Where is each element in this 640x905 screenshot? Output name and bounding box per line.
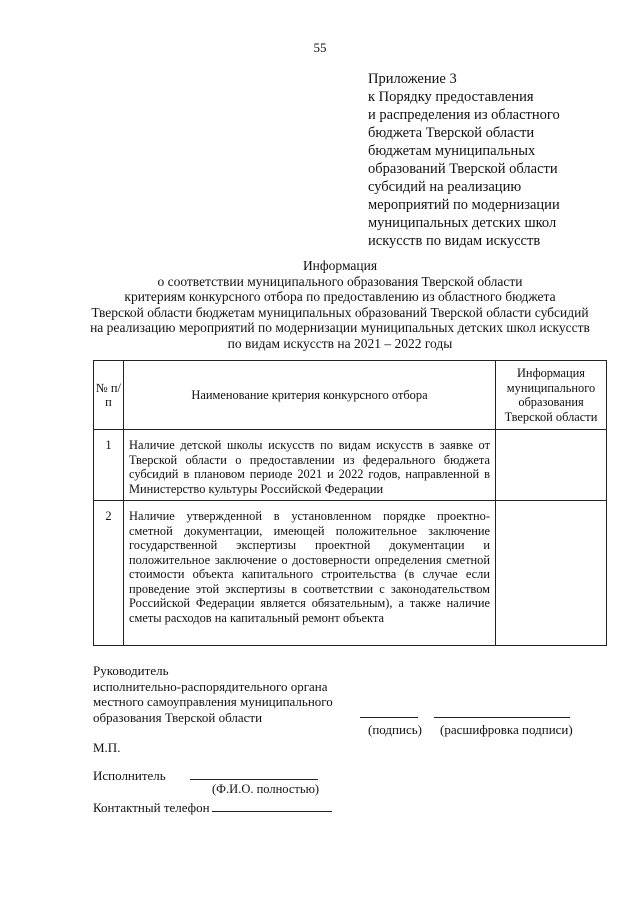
appendix-line: бюджета Тверской области: [368, 125, 535, 141]
table-row: [94, 430, 607, 501]
criterion-cell: [124, 501, 496, 646]
row-number-cell: [94, 501, 124, 646]
criterion-text: Наличие детской школы искусств по видам искусств в заявке от Тверской области о предоставлении из федерального бюджета субсидий в плановом периоде 2021 и 2022 годов, направленной в Министерство культуры Российской Федерации: [129, 438, 490, 496]
appendix-line: Приложение 3: [368, 71, 457, 87]
header-number: № п/п: [94, 361, 124, 430]
head-signature-block: [93, 663, 353, 725]
appendix-line: бюджетам муниципальных: [368, 143, 536, 159]
title-line: критериям конкурсного отбора по предоставлению из областного бюджета: [124, 289, 556, 304]
table-header-row: [94, 361, 607, 430]
head-line: Руководитель: [93, 663, 169, 678]
executor-label: Исполнитель: [93, 768, 166, 783]
executor-line: [190, 779, 318, 780]
criterion-cell: [124, 430, 496, 501]
decoding-line: [434, 717, 570, 718]
header-information: Информация муниципального образования Тверской области: [496, 361, 607, 430]
appendix-line: к Порядку предоставления: [368, 89, 534, 105]
signature-line: [360, 717, 418, 718]
information-cell[interactable]: [496, 501, 607, 646]
appendix-line: мероприятий по модернизации: [368, 197, 560, 213]
signature-caption: (подпись): [368, 722, 422, 737]
row-number: 2: [105, 509, 112, 523]
row-number: 1: [105, 438, 112, 452]
appendix-line: субсидий на реализацию: [368, 179, 522, 195]
fio-caption: (Ф.И.О. полностью): [212, 782, 320, 796]
header-criterion: Наименование критерия конкурсного отбора: [124, 361, 496, 430]
document-title: [40, 258, 640, 351]
title-line: по видам искусств на 2021 – 2022 годы: [227, 335, 453, 351]
title-line: Тверской области бюджетам муниципальных образований Тверской области субсидий: [91, 304, 589, 320]
appendix-reference: [368, 70, 618, 250]
appendix-line: образований Тверской области: [368, 161, 558, 177]
phone-line: [212, 811, 332, 812]
title-line: о соответствии муниципального образования Тверской области: [157, 273, 523, 289]
title-line: на реализацию мероприятий по модернизации муниципальных детских школ искусств: [90, 320, 590, 335]
criterion-text: Наличие утвержденной в установленном порядке проектно-сметной документации, имеющей положительное заключение государственной экспертизы проектной документации и положительное заключение о достоверности определения сметной стоимости объекта капитального строительства (в случае если проведение этой экспертизы в соответствии с законодательством Российской Федерации является обязательным), а также наличие сметы расходов на капитальный ремонт объекта: [129, 509, 490, 625]
page-number: 55: [313, 40, 327, 55]
title-line: Информация: [302, 258, 378, 273]
table-row: [94, 501, 607, 646]
head-line: местного самоуправления муниципального: [93, 694, 333, 709]
row-number-cell: [94, 430, 124, 501]
criteria-table: [93, 360, 607, 646]
head-line: исполнительно-распорядительного органа: [93, 678, 328, 694]
decoding-caption: (расшифровка подписи): [440, 722, 573, 737]
phone-label: Контактный телефон: [93, 800, 210, 815]
information-cell[interactable]: [496, 430, 607, 501]
head-line: образования Тверской области: [93, 709, 263, 725]
appendix-line: и распределения из областного: [368, 107, 560, 123]
appendix-line: муниципальных детских школ: [368, 215, 557, 231]
appendix-line: искусств по видам искусств: [368, 233, 541, 249]
stamp-place: М.П.: [93, 740, 121, 755]
